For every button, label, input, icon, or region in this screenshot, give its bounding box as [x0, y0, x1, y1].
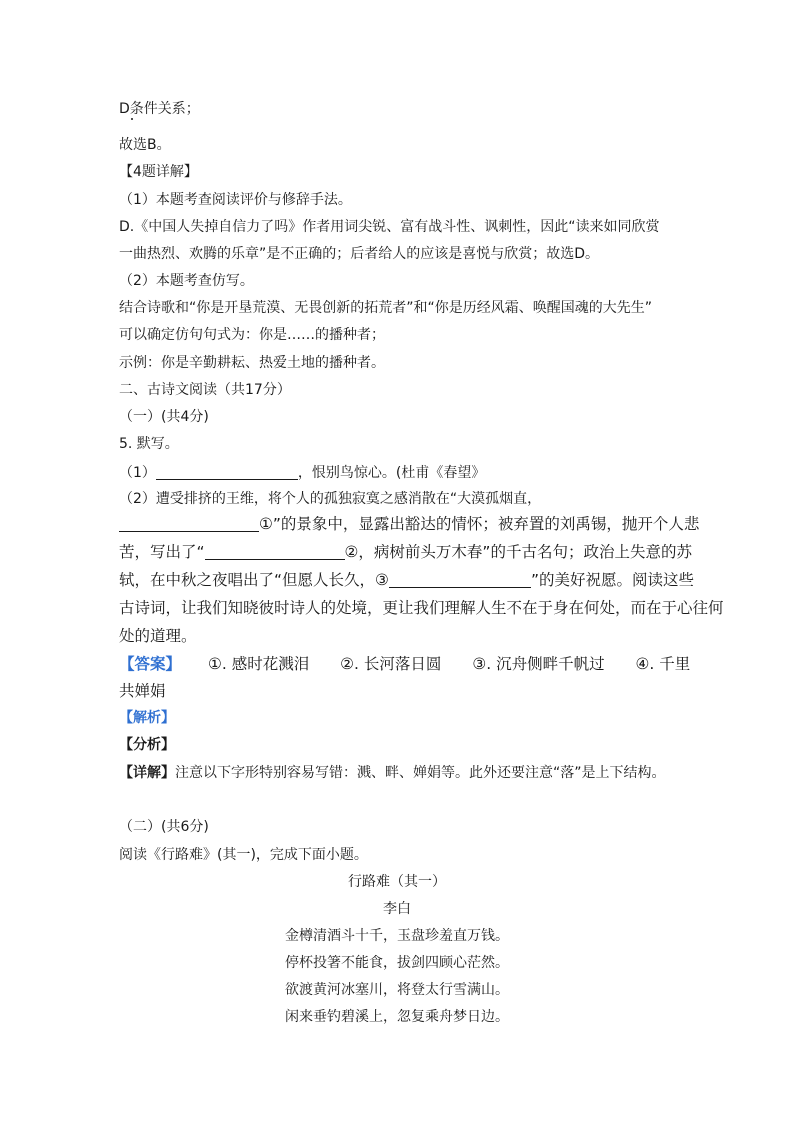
answer-item: ④. 千里: [635, 655, 691, 673]
question-text-line: 古诗词，让我们知晓彼时诗人的处境，更让我们理解人生不在于身在何处，而在于心往何: [119, 599, 724, 617]
poem-title: 行路难（其一）: [348, 874, 446, 890]
section-heading: 【4题详解】: [119, 164, 198, 180]
poem-author: 李白: [383, 901, 411, 917]
text-line: （2）本题考查仿写。: [119, 273, 254, 289]
text-line: D条件关系；: [119, 101, 200, 117]
answer-blank-3[interactable]: [389, 570, 531, 588]
detail-label: 【详解】: [119, 765, 175, 781]
question-text-line: 轼，在中秋之夜唱出了“但愿人长久，③ ”的美好祝愿。阅读这些: [119, 571, 694, 589]
answer-line: [119, 652, 690, 676]
answer-item: ②. 长河落日圆: [340, 655, 442, 673]
answer-item: ①. 感时花溅泪: [207, 655, 310, 673]
text-line: 故选B。: [119, 137, 171, 153]
text-line: （一）(共4分): [119, 409, 209, 425]
section-heading: （二）(共6分): [119, 819, 209, 835]
answer-blank-1[interactable]: [119, 514, 259, 532]
poem-line: 金樽清酒斗十千，玉盘珍羞直万钱。: [285, 928, 509, 944]
answer-label: 【答案】: [119, 655, 182, 673]
question-text-line: 处的道理。: [119, 627, 197, 645]
question-title: 5. 默写。: [119, 436, 179, 452]
answer-blank-2[interactable]: [205, 542, 345, 560]
question-text-line: 苦，写出了“ ②，病树前头万木春”的千古名句；政治上失意的苏: [119, 543, 692, 561]
detail-line: 【详解】注意以下字形特别容易写错：溅、畔、婵娟等。此外还要注意“落”是上下结构。: [119, 765, 666, 781]
question-part-2: （2）遭受排挤的王维，将个人的孤独寂寞之感消散在“大漠孤烟直，: [119, 491, 542, 507]
poem-line: 欲渡黄河冰塞川，将登太行雪满山。: [285, 982, 509, 998]
text-line: （1）本题考查阅读评价与修辞手法。: [119, 192, 352, 208]
answer-continuation: 共婵娟: [119, 682, 166, 700]
text-line: D.《中国人失掉自信力了吗》作者用词尖锐、富有战斗性、讽刺性，因此“读来如同欣赏: [119, 219, 660, 235]
answer-blank[interactable]: [156, 462, 298, 480]
text-line: 阅读《行路难》(其一)，完成下面小题。: [119, 847, 368, 863]
dot-mark: [131, 118, 133, 120]
text-line: 可以确定仿句句式为：你是……的播种者；: [119, 327, 385, 343]
poem-line: 停杯投箸不能食，拔剑四顾心茫然。: [285, 955, 509, 971]
analysis-label: 【解析】: [119, 710, 175, 726]
answer-item: ③. 沉舟侧畔千帆过: [472, 655, 605, 673]
section-heading: 二、古诗文阅读（共17分）: [119, 382, 291, 398]
analysis-heading: 【分析】: [119, 737, 175, 753]
question-text-line: ①”的景象中，显露出豁达的情怀；被弃置的刘禹锡，抛开个人悲: [119, 512, 699, 536]
text-line: 一曲热烈、欢腾的乐章”是不正确的；后者给人的应该是喜悦与欣赏；故选D。: [119, 246, 600, 262]
text-line: 结合诗歌和“你是开垦荒漠、无畏创新的拓荒者”和“你是历经风霜、唤醒国魂的大先生”: [119, 300, 653, 316]
text-line: 示例：你是辛勤耕耘、热爱土地的播种者。: [119, 355, 385, 371]
question-part-1: （1） ，恨别鸟惊心。(杜甫《春望》: [119, 462, 485, 483]
poem-line: 闲来垂钓碧溪上，忽复乘舟梦日边。: [285, 1009, 509, 1025]
